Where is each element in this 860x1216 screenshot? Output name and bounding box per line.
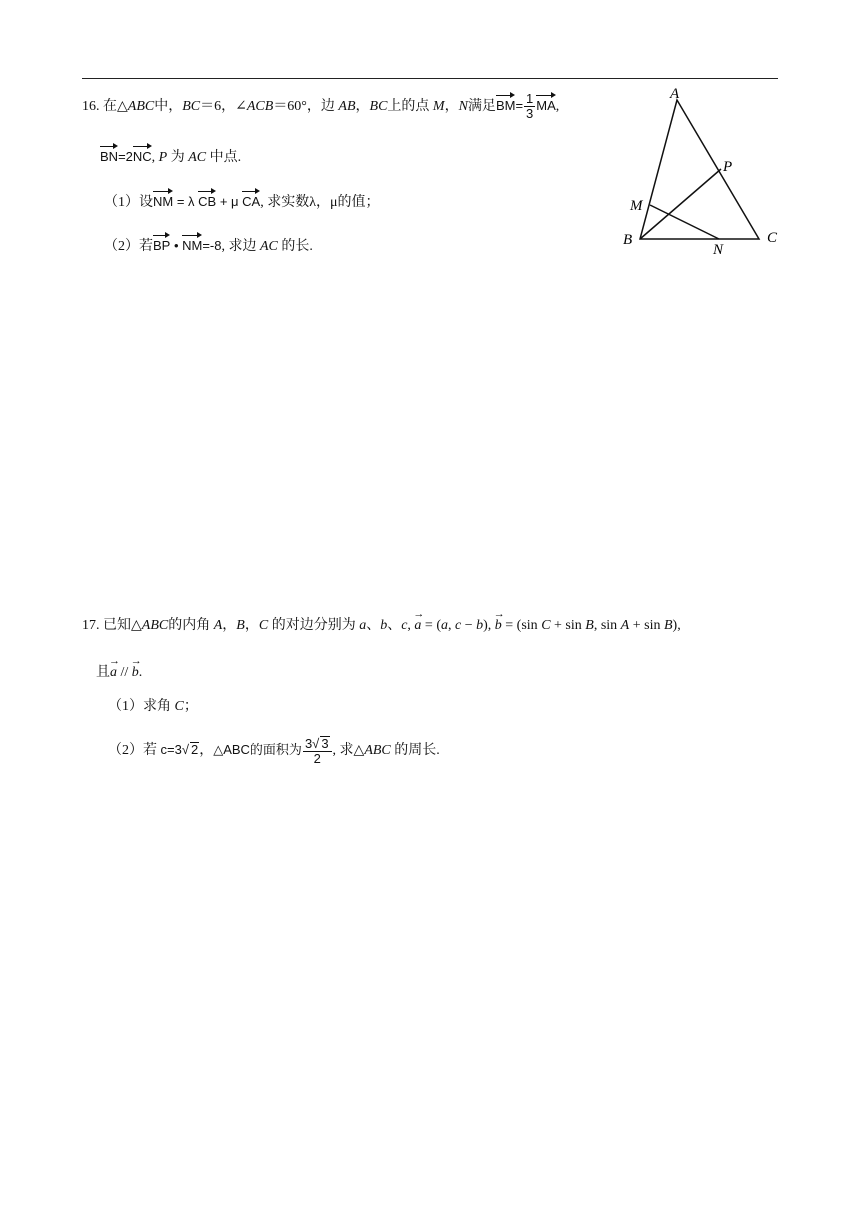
- q17-part-2: （2）若 c=3√ 2，△ABC的面积为 $\frac{3√ 3}{2}$ , 求△ABC 的周长.: [108, 736, 440, 766]
- fraction-one-third: $\frac{1}{3}$: [526, 91, 534, 122]
- sqrt-two: 2: [190, 742, 199, 758]
- header-rule: [82, 78, 778, 79]
- label-p: P: [723, 159, 733, 175]
- vector-ma: MA: [536, 92, 556, 112]
- vector-bn: BN: [100, 143, 118, 163]
- vector-bm: BM: [496, 92, 516, 112]
- vector-nm: NM: [153, 188, 173, 208]
- vector-a: a →: [414, 615, 421, 633]
- triangle-figure: [616, 84, 786, 256]
- label-a: A: [670, 86, 680, 102]
- vector-nc: NC: [133, 143, 152, 163]
- vector-ca: CA: [242, 188, 260, 208]
- vector-a-2: a →: [110, 662, 117, 680]
- label-c: C: [767, 230, 778, 246]
- q17-line-1: 17. 已知△ABC的内角 A，B，C 的对边分别为 a、b、c, a → = (a, c − b), b → = (sin C + sin B, sin A + sin B),: [82, 615, 681, 636]
- vector-b-2: b →: [132, 662, 139, 680]
- q17-part-1: （1）求角 C；: [108, 699, 198, 714]
- vector-cb: CB: [198, 188, 216, 208]
- q16-line-2: BN=2NC, P 为 AC 中点.: [100, 143, 241, 168]
- label-n: N: [713, 242, 724, 256]
- vector-bp: BP: [153, 232, 170, 252]
- q16-line-1: 16. 在△ABC中，BC＝6，∠ACB＝60°，边 AB，BC上的点 M，N满足BM= $\frac{1}{3}$ MA,: [82, 91, 560, 122]
- vector-nm-2: NM: [182, 232, 202, 252]
- label-m: M: [630, 198, 643, 214]
- q17-line-2: 且a → // b →.: [96, 662, 142, 683]
- vector-b: b →: [495, 615, 502, 633]
- q16-part-2: （2）若BP • NM=-8, 求边 AC 的长.: [104, 232, 313, 257]
- label-b: B: [623, 232, 633, 248]
- q16-part-1: （1）设NM = λ CB + μ CA, 求实数λ，μ的值；: [104, 188, 380, 213]
- fraction-area: $\frac{3√ 3}{2}$: [303, 736, 332, 766]
